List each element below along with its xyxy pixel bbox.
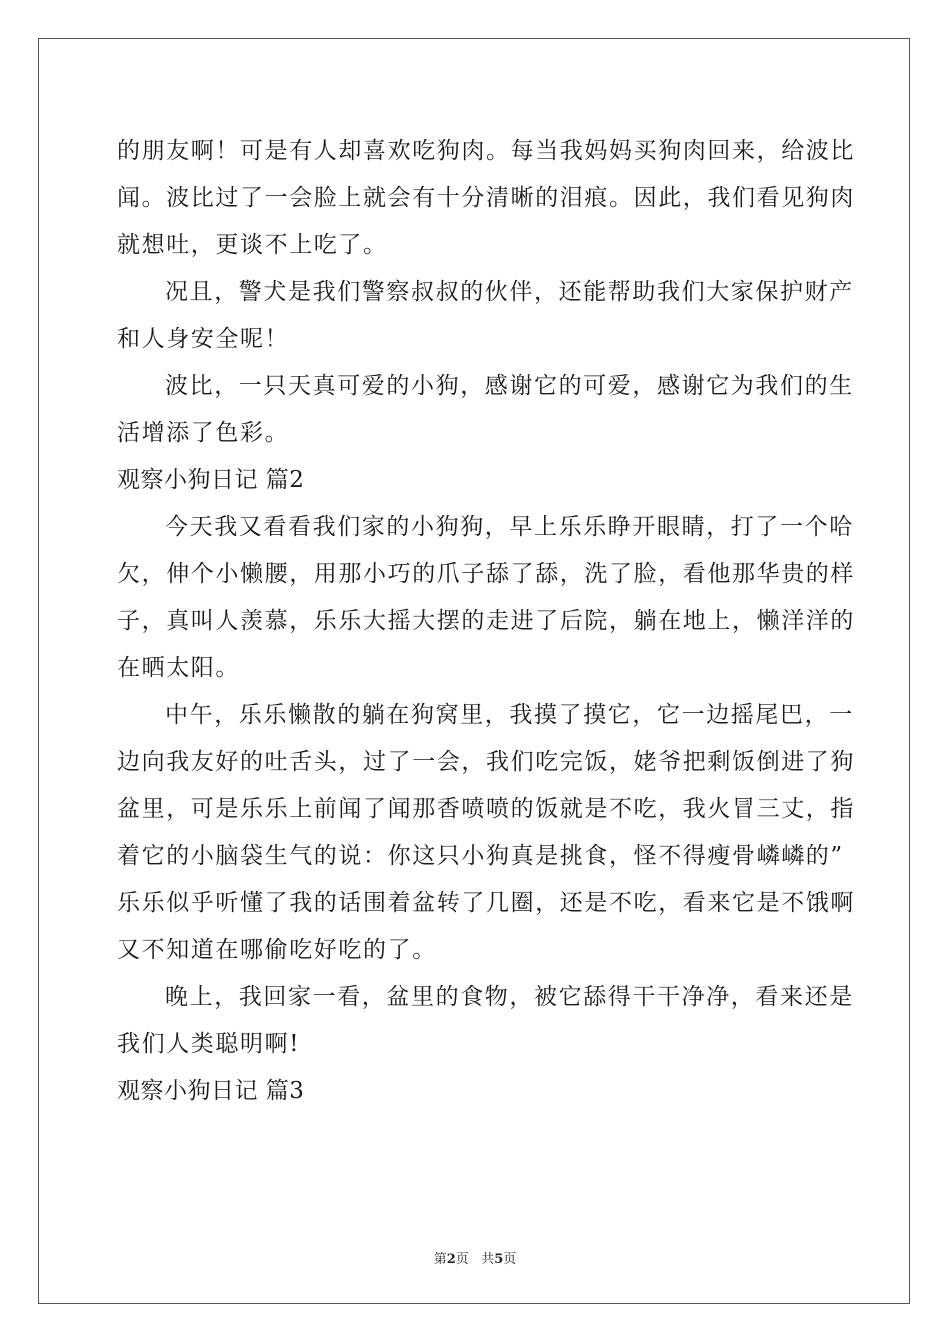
footer-total-prefix: 共 xyxy=(481,1252,495,1267)
text-line: 就想吐，更谈不上吃了。 xyxy=(117,232,388,258)
paragraph-start: 中午，乐乐懒散的躺在狗窝里，我摸了摸它，它一边摇尾巴，一 xyxy=(165,702,854,728)
paragraph-start: 今天我又看看我们家的小狗狗，早上乐乐睁开眼睛，打了一个哈 xyxy=(165,514,854,540)
section-heading: 观察小狗日记 篇3 xyxy=(117,1078,305,1104)
footer-page-suffix: 页 xyxy=(455,1252,469,1267)
text-line: 乐乐似乎听懂了我的话围着盆转了几圈，还是不吃，看来它是不饿啊 xyxy=(117,890,855,916)
current-page-number: 2 xyxy=(446,1252,456,1267)
footer-prefix: 第 xyxy=(433,1252,447,1267)
text-line: 边向我友好的吐舌头，过了一会，我们吃完饭，姥爷把剩饭倒进了狗 xyxy=(117,749,855,775)
text-line: 和人身安全呢！ xyxy=(117,326,290,352)
paragraph-start: 晚上，我回家一看，盆里的食物，被它舔得干干净净，看来还是 xyxy=(165,984,854,1010)
text-line: 盆里，可是乐乐上前闻了闻那香喷喷的饭就是不吃，我火冒三丈，指 xyxy=(117,796,855,822)
text-line: 又不知道在哪偷吃好吃的了。 xyxy=(117,937,437,963)
section-heading: 观察小狗日记 篇2 xyxy=(117,467,305,493)
footer-total-suffix: 页 xyxy=(503,1252,517,1267)
total-page-count: 5 xyxy=(494,1252,504,1267)
text-line: 着它的小脑袋生气的说：你这只小狗真是挑食，怪不得瘦骨嶙嶙的” xyxy=(117,843,844,869)
document-body xyxy=(117,128,855,1115)
text-line: 闻。波比过了一会脸上就会有十分清晰的泪痕。因此，我们看见狗肉 xyxy=(117,185,855,211)
text-line: 子，真叫人羡慕，乐乐大摇大摆的走进了后院，躺在地上，懒洋洋的 xyxy=(117,608,855,634)
text-line: 在晒太阳。 xyxy=(117,655,240,681)
text-line: 的朋友啊！可是有人却喜欢吃狗肉。每当我妈妈买狗肉回来，给波比 xyxy=(117,138,855,164)
text-line: 我们人类聪明啊! xyxy=(117,1031,301,1057)
text-line: 活增添了色彩。 xyxy=(117,420,290,446)
text-line: 欠，伸个小懒腰，用那小巧的爪子舔了舔，洗了脸，看他那华贵的样 xyxy=(117,561,855,587)
page-footer xyxy=(0,1248,950,1267)
paragraph-start: 波比，一只天真可爱的小狗，感谢它的可爱，感谢它为我们的生 xyxy=(165,373,854,399)
paragraph-start: 况且，警犬是我们警察叔叔的伙伴，还能帮助我们大家保护财产 xyxy=(165,279,854,305)
